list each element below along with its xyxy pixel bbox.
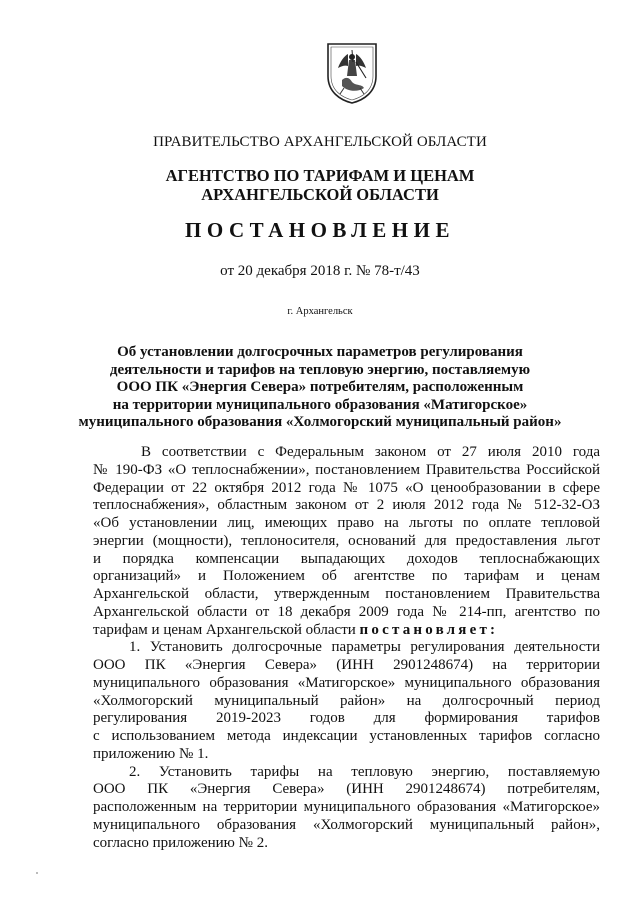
subject-line-1: Об установлении долгосрочных параметров регулирования [117,344,523,360]
preamble-line: В соответствии с Федеральным законом от 27 июля 2010 года [141,444,600,460]
item-1-line: с использованием метода индексации установленных тарифов согласно [93,728,600,744]
item-1-line: муниципального образования «Матигорское» муниципального образования [93,674,600,691]
item-1-line: ООО ПК «Энергия Севера» (ИНН 2901248674) на территории [93,657,600,673]
document-type: ПОСТАНОВЛЕНИЕ [185,218,455,242]
agency-name-line-2: АРХАНГЕЛЬСКОЙ ОБЛАСТИ [201,185,439,204]
item-1-line: 1. Установить долгосрочные параметры регулирования деятельности [129,639,600,656]
subject-line-3: ООО ПК «Энергия Севера» потребителям, расположенным [116,379,524,396]
document-body [93,444,600,852]
preamble-line: Федерации от 22 октября 2012 года № 1075 «О ценообразовании в сфере [93,479,600,496]
government-name: ПРАВИТЕЛЬСТВО АРХАНГЕЛЬСКОЙ ОБЛАСТИ [153,134,487,150]
item-1-line: приложению № 1. [93,745,209,762]
decree-word: постановляет: [359,621,499,638]
scan-speck [36,872,38,874]
subject-line-5: муниципального образования «Холмогорский муниципальный район» [78,414,562,431]
preamble-line: № 190-ФЗ «О теплоснабжении», постановлением Правительства Российской [93,461,600,478]
preamble-end-text: тарифам и ценам Архангельской области [93,621,356,638]
document-date-number: от 20 декабря 2018 г. № 78-т/43 [220,263,420,279]
subject-line-4: на территории муниципального образования «Матигорское» [112,396,528,413]
item-1-line: «Холмогорский муниципальный район» на долгосрочный период [93,692,600,709]
agency-name [0,166,640,204]
preamble-line: «Об установлении лиц, имеющих право на льготы по оплате тепловой [93,515,600,531]
item-2-line: 2. Установить тарифы на тепловую энергию, поставляемую [129,763,600,780]
item-2-line: расположенным на территории муниципального образования «Матигорское» [93,799,600,815]
document-subject [0,344,640,432]
subject-line-2: деятельности и тарифов на тепловую энергию, поставляемую [109,361,531,378]
preamble-line-final [93,622,600,640]
agency-name-line-1: АГЕНТСТВО ПО ТАРИФАМ И ЦЕНАМ [165,166,475,185]
document-city: г. Архангельск [287,306,353,317]
preamble-line: Архангельской области, утвержденным постановлением Правительства [93,586,600,602]
preamble-line: теплоснабжения», областным законом от 2 июля 2012 года № 512-32-ОЗ [93,497,600,514]
item-1-line: регулирования 2019-2023 годов для формирования тарифов [93,710,600,727]
item-2-line: ООО ПК «Энергия Севера» (ИНН 2901248674) потребителям, [93,781,600,798]
item-2-line: муниципального образования «Холмогорский муниципальный район», [93,816,600,833]
item-2-line: согласно приложению № 2. [93,834,268,851]
preamble-line: энергии (мощности), теплоносителя, оснований для предоставления льгот [93,532,600,549]
arkhangelsk-coat-of-arms-icon [326,42,378,104]
preamble-line: Архангельской области от 18 декабря 2009 года № 214-пп, агентство по [93,603,600,620]
preamble-line: организаций» и Положением об агентстве по тарифам и ценам [93,568,600,585]
preamble-line: и порядка компенсации выпадающих доходов теплоснабжающих [93,550,600,567]
